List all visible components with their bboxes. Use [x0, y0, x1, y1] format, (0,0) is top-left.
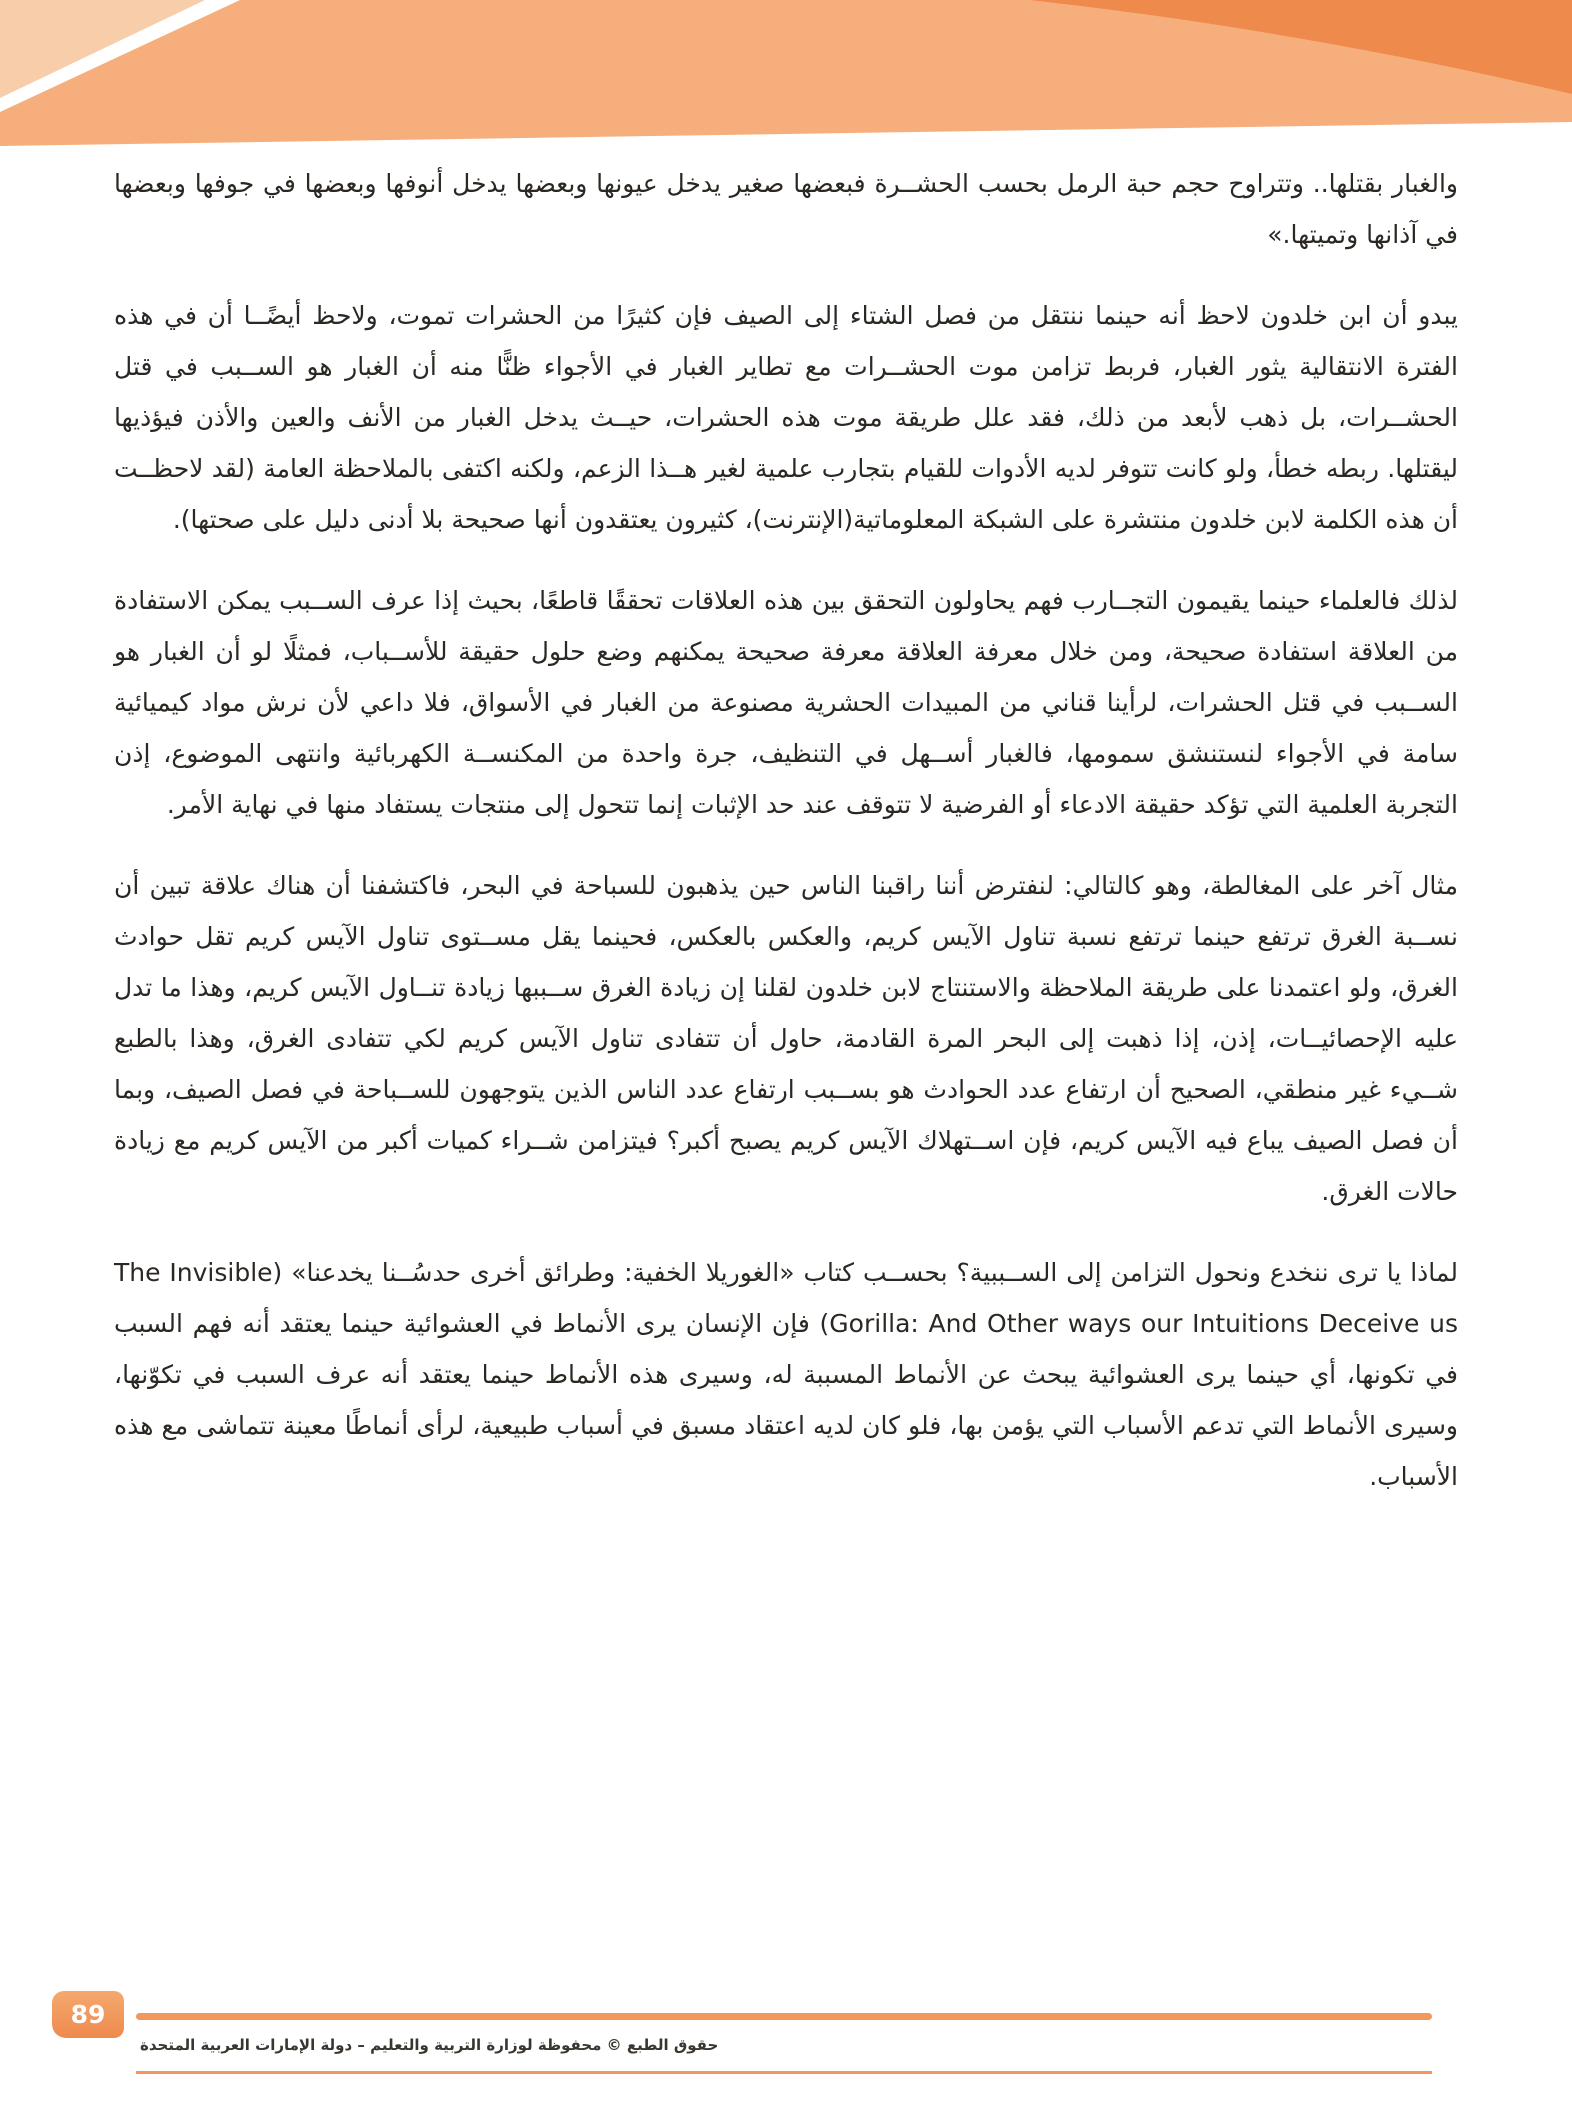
footer-rule-thick: [136, 2013, 1432, 2020]
paragraph-ibn-khaldun-observation: يبدو أن ابن خلدون لاحظ أنه حينما ننتقل من فصل الشتاء إلى الصيف فإن كثيرًا من الحشرات تموت، ولاحظ أيضًــا أن في هذه الفترة الانتقالية يثور الغبار، فربط تزامن موت الحشــرات مع تطاير الغبار في الأجواء ظنًّا منه أن الغبار هو الســبب في قتل الحشــرات، بل ذهب لأبعد من ذلك، فقد علل طريقة موت هذه الحشرات، حيــث يدخل الغبار من الأنف والعين والأذن فيؤذيها ليقتلها. ربطه خطأ، ولو كانت تتوفر لديه الأدوات للقيام بتجارب علمية لغير هــذا الزعم، ولكنه اكتفى بالملاحظة العامة (لقد لاحظــت أن هذه الكلمة لابن خلدون منتشرة على الشبكة المعلوماتية(الإنترنت)، كثيرون يعتقدون أنها صحيحة بلا أدنى دليل على صحتها).: [114, 301, 1458, 534]
page-number: 89: [70, 2000, 106, 2029]
paragraph-invisible-gorilla: لماذا يا ترى ننخدع ونحول التزامن إلى الســببية؟ بحســب كتاب «الغوريلا الخفية: وطرائق أخرى حدسُــنا يخدعنا» (The Invisible Gorilla: And Other ways our Intuitions Deceive us) فإن الإنسان يرى الأنماط في العشوائية حينما يعتقد أنه فهم السبب في تكونها، أي حينما يرى العشوائية يبحث عن الأنماط المسببة له، وسيرى هذه الأنماط حينما يعتقد أنه عرف السبب في تكوّنها، وسيرى الأنماط التي تدعم الأسباب التي يؤمن بها، فلو كان لديه اعتقاد مسبق في أسباب طبيعية، لرأى أنماطًا معينة تتماشى مع هذه الأسباب.: [114, 1258, 1458, 1491]
footer-copyright-text: حقوق الطبع © محفوظة لوزارة التربية والتعليم – دولة الإمارات العربية المتحدة: [140, 2036, 719, 2054]
paragraph-quote-continuation: والغبار بقتلها.. وتتراوح حجم حبة الرمل بحسب الحشــرة فبعضها صغير يدخل عيونها وبعضها يدخل أنوفها وبعضها في جوفها وبعضها في آذانها وتميتها.»: [114, 169, 1458, 249]
paragraph-scientists-verification: لذلك فالعلماء حينما يقيمون التجــارب فهم يحاولون التحقق بين هذه العلاقات تحققًا قاطعًا، بحيث إذا عرف الســبب يمكن الاستفادة من العلاقة استفادة صحيحة، ومن خلال معرفة العلاقة معرفة صحيحة يمكنهم وضع حلول حقيقة للأســباب، فمثلًا لو أن الغبار هو الســبب في قتل الحشرات، لرأينا قناني من المبيدات الحشرية مصنوعة من الغبار في الأسواق، فلا داعي لأن نرش مواد كيميائية سامة في الأجواء لنستنشق سمومها، فالغبار أســهل في التنظيف، جرة واحدة من المكنســة الكهربائية وانتهى الموضوع، إذن التجربة العلمية التي تؤكد حقيقة الادعاء أو الفرضية لا تتوقف عند حد الإثبات إنما تتحول إلى منتجات يستفاد منها في نهاية الأمر.: [114, 586, 1458, 819]
footer-copyright: [140, 2036, 1432, 2054]
header-decoration: [0, 0, 1572, 160]
page-number-badge: [52, 1991, 124, 2038]
body-text: [114, 158, 1458, 1532]
footer-rule-thin: [136, 2071, 1432, 2074]
paragraph-ice-cream-fallacy-example: مثال آخر على المغالطة، وهو كالتالي: لنفترض أننا راقبنا الناس حين يذهبون للسباحة في البحر، فاكتشفنا أن هناك علاقة تبين أن نســبة الغرق ترتفع حينما ترتفع نسبة تناول الآيس كريم، والعكس بالعكس، فحينما يقل مســتوى تناول الآيس كريم تقل حوادث الغرق، ولو اعتمدنا على طريقة الملاحظة والاستنتاج لابن خلدون لقلنا إن زيادة الغرق ســببها زيادة تنــاول الآيس كريم، وهذا ما تدل عليه الإحصائيــات، إذن، إذا ذهبت إلى البحر المرة القادمة، حاول أن تتفادى تناول الآيس كريم لكي تتفادى الغرق، وهذا بالطبع شــيء غير منطقي، الصحيح أن ارتفاع عدد الحوادث هو بســبب ارتفاع عدد الناس الذين يتوجهون للســباحة في فصل الصيف، وبما أن فصل الصيف يباع فيه الآيس كريم، فإن اســتهلاك الآيس كريم يصبح أكبر؟ فيتزامن شــراء كميات أكبر من الآيس كريم مع زيادة حالات الغرق.: [114, 871, 1458, 1206]
